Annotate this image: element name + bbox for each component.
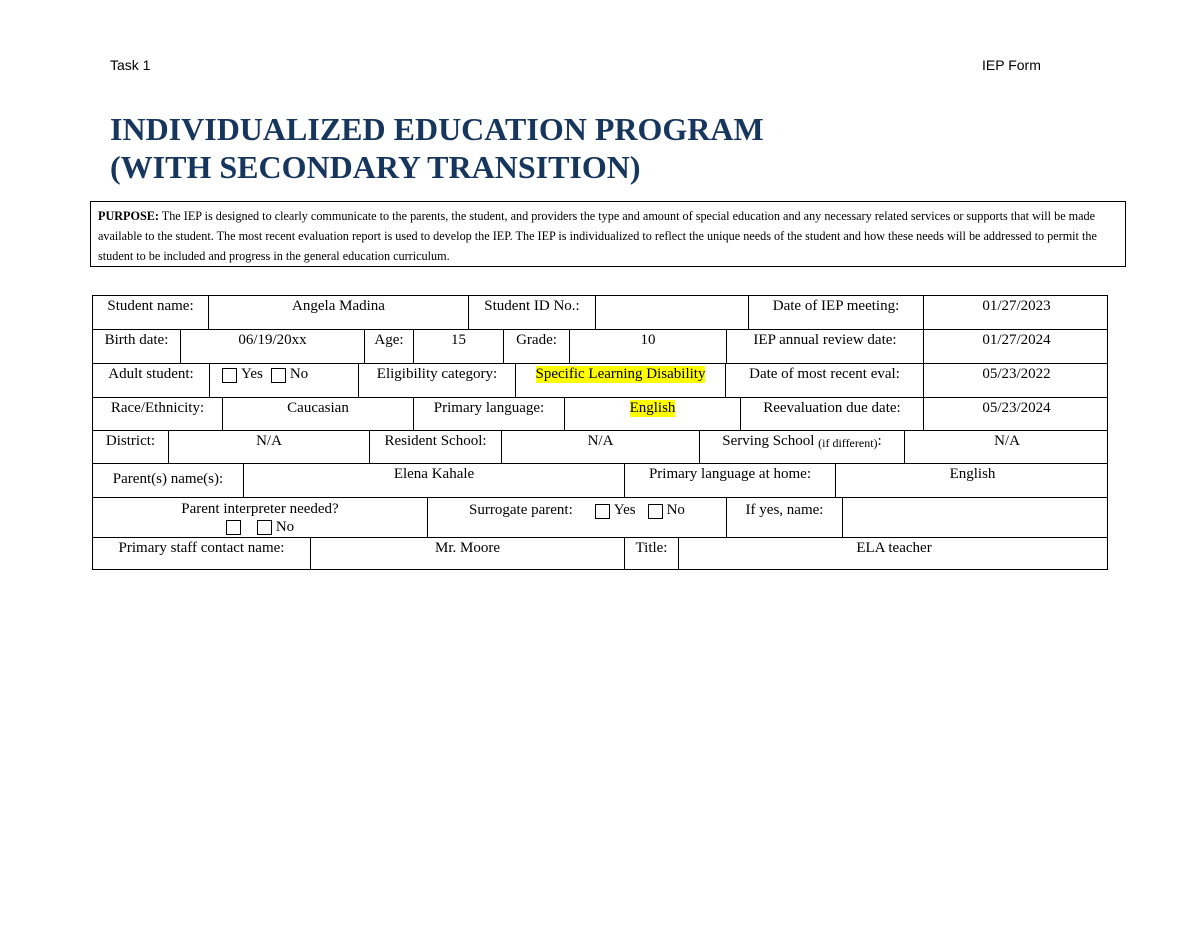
surrogate-cell [428, 498, 727, 537]
surrogate-no-label: No [666, 502, 685, 518]
form-row-adult [92, 363, 1108, 397]
reeval-label: Reevaluation due date: [741, 398, 924, 430]
surrogate-yes-label: Yes [613, 502, 636, 518]
student-name-label: Student name: [93, 296, 209, 329]
form-row-district [92, 430, 1108, 463]
serving-school-colon: : [877, 433, 882, 449]
grade-label: Grade: [504, 330, 570, 363]
age-label: Age: [365, 330, 414, 363]
recent-eval-field[interactable]: 05/23/2022 [982, 366, 1051, 382]
header-left: Task 1 [110, 57, 151, 73]
primary-language-field[interactable] [565, 398, 741, 430]
district-field[interactable]: N/A [169, 431, 370, 463]
eligibility-label: Eligibility category: [359, 364, 516, 397]
adult-student-label: Adult student: [93, 364, 210, 397]
student-id-field[interactable] [596, 296, 749, 329]
if-yes-label: If yes, name: [727, 498, 843, 537]
serving-school-label: Serving School [722, 433, 815, 449]
primary-language-value: English [629, 400, 676, 416]
race-field[interactable]: Caucasian [223, 398, 414, 430]
if-yes-name-field[interactable] [843, 498, 1109, 537]
interpreter-options [226, 518, 294, 536]
form-row-birth [92, 329, 1108, 363]
purpose-box [90, 201, 1126, 267]
resident-school-field[interactable]: N/A [502, 431, 700, 463]
iep-meeting-field[interactable]: 01/27/2023 [982, 298, 1051, 314]
interpreter-yes-checkbox[interactable] [226, 520, 241, 535]
staff-contact-field[interactable]: Mr. Moore [311, 538, 625, 569]
iep-meeting-label: Date of IEP meeting: [749, 296, 924, 329]
home-language-label: Primary language at home: [625, 464, 836, 497]
reeval-field[interactable]: 05/23/2024 [982, 400, 1051, 416]
form-row-interpreter [92, 497, 1108, 537]
adult-student-options [210, 364, 359, 397]
adult-yes-checkbox[interactable] [222, 368, 237, 383]
header-right: IEP Form [982, 57, 1041, 73]
adult-no-label: No [289, 366, 309, 382]
purpose-label: PURPOSE: [98, 209, 159, 223]
form-row-race [92, 397, 1108, 430]
annual-review-label: IEP annual review date: [727, 330, 924, 363]
staff-contact-label: Primary staff contact name: [93, 538, 311, 569]
primary-language-label: Primary language: [414, 398, 565, 430]
form-row-parent [92, 463, 1108, 497]
staff-title-label: Title: [625, 538, 679, 569]
page-title [110, 110, 764, 186]
serving-school-note: (if different) [818, 436, 878, 450]
age-field[interactable]: 15 [414, 330, 504, 363]
interpreter-label: Parent interpreter needed? [181, 500, 339, 517]
title-line-1: INDIVIDUALIZED EDUCATION PROGRAM [110, 111, 764, 147]
eligibility-value: Specific Learning Disability [535, 366, 706, 382]
form-row-student [92, 295, 1108, 329]
surrogate-yes-checkbox[interactable] [595, 504, 610, 519]
surrogate-no-checkbox[interactable] [648, 504, 663, 519]
student-id-label: Student ID No.: [469, 296, 596, 329]
staff-title-field[interactable]: ELA teacher [856, 540, 932, 556]
home-language-field[interactable]: English [949, 466, 996, 482]
purpose-text: The IEP is designed to clearly communicate to the parents, the student, and providers the type and amount of special education and any necessary related services or supports that will be made available to the student. The most recent evaluation report is used to develop the IEP. The IEP is individualized to reflect the unique needs of the student and how these needs will be addressed to permit the student to be included and progress in the general education curriculum. [98, 209, 1097, 263]
surrogate-label: Surrogate parent: [469, 502, 573, 518]
parent-name-field[interactable]: Elena Kahale [244, 464, 625, 497]
eligibility-field[interactable] [516, 364, 726, 397]
race-label: Race/Ethnicity: [93, 398, 223, 430]
adult-yes-label: Yes [241, 366, 263, 382]
serving-school-label-cell [700, 431, 905, 463]
annual-review-field[interactable]: 01/27/2024 [982, 332, 1051, 348]
interpreter-cell [93, 498, 428, 537]
interpreter-no-checkbox[interactable] [257, 520, 272, 535]
grade-field[interactable]: 10 [570, 330, 727, 363]
birth-date-label: Birth date: [93, 330, 181, 363]
adult-no-checkbox[interactable] [271, 368, 286, 383]
resident-school-label: Resident School: [370, 431, 502, 463]
parent-name-label: Parent(s) name(s): [93, 464, 244, 497]
form-row-staff [92, 537, 1108, 570]
interpreter-no-label: No [275, 518, 295, 535]
district-label: District: [93, 431, 169, 463]
birth-date-field[interactable]: 06/19/20xx [181, 330, 365, 363]
student-name-field[interactable]: Angela Madina [209, 296, 469, 329]
recent-eval-label: Date of most recent eval: [726, 364, 924, 397]
title-line-2: (WITH SECONDARY TRANSITION) [110, 149, 641, 185]
serving-school-field[interactable]: N/A [994, 433, 1020, 449]
